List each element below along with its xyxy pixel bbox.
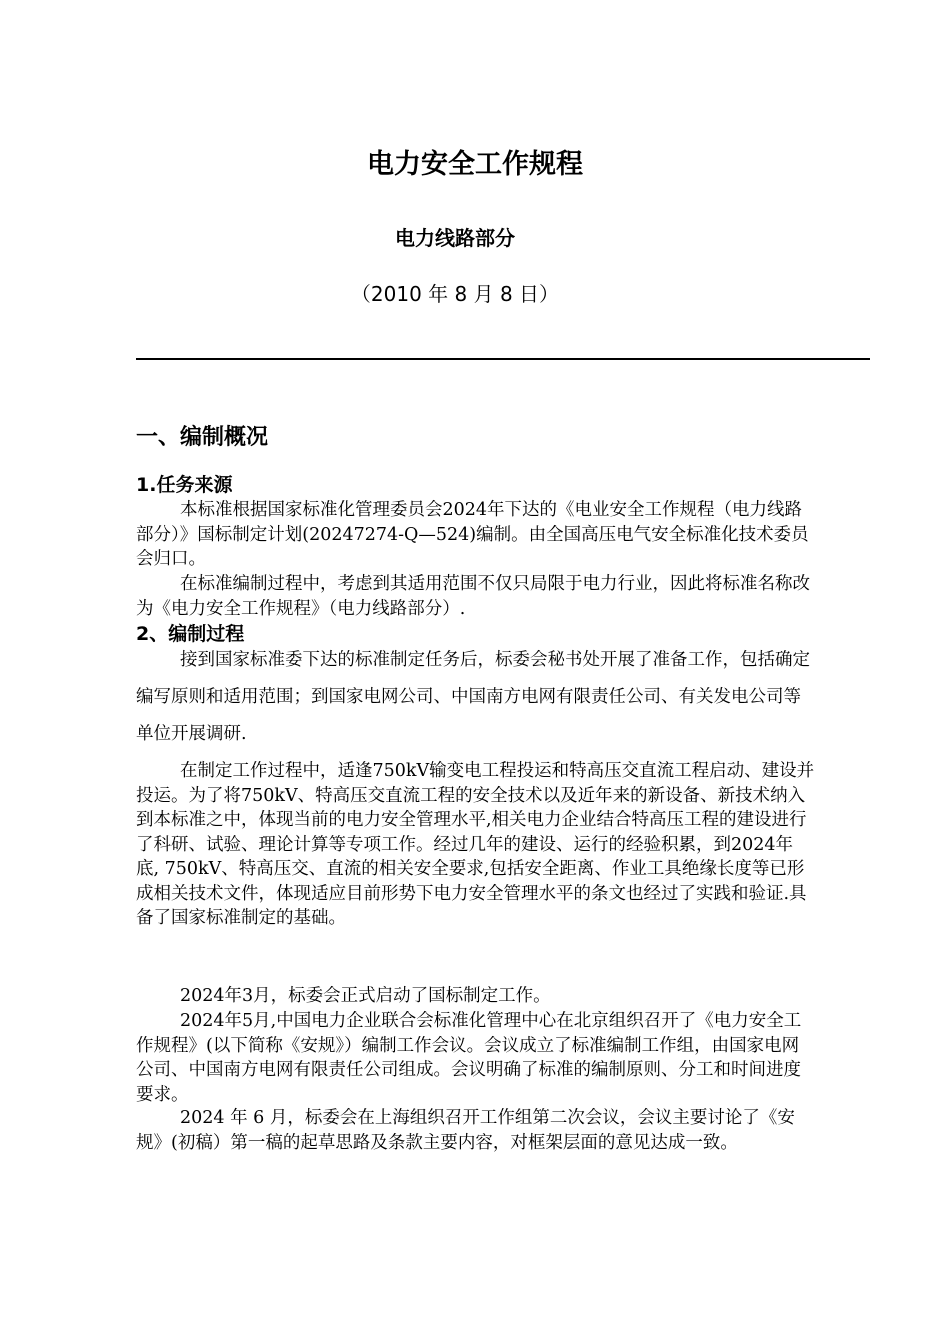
paragraph-process-2: 在制定工作过程中，适逢750kV输变电工程投运和特高压交直流工程启动、建设并投运。为了将750kV、特高压交直流工程的安全技术以及近年来的新设备、新技术纳入到本标准之中，体现当前的电力安全管理水平,相关电力企业结合特高压工程的建设进行了科研、试验、理论计算等专项工作。经过几年的建设、运行的经验积累，到2024年底, 750kV、特高压交、直流的相关安全要求,包括安全距离、作业工具绝缘长度等已形成相关技术文件，体现适应目前形势下电力安全管理水平的条文也经过了实践和验证.具备了国家标准制定的基础。 [136, 761, 815, 928]
document-subtitle: 电力线路部分 [395, 226, 515, 250]
paragraph-process-4: 2024年5月,中国电力企业联合会标准化管理中心在北京组织召开了《电力安全工作规程》(以下简称《安规》）编制工作会议。会议成立了标准编制工作组，由国家电网公司、中国南方电网有限责任公司组成。会议明确了标准的编制原则、分工和时间进度要求。 [136, 1011, 802, 1105]
document-title: 电力安全工作规程 [367, 149, 583, 180]
subsection-heading-process: 2、编制过程 [136, 623, 245, 645]
paragraph-process-1: 接到国家标准委下达的标准制定任务后，标委会秘书处开展了准备工作，包括确定编写原则和适用范围；到国家电网公司、中国南方电网有限责任公司、有关发电公司等单位开展调研. [136, 650, 810, 744]
paragraph-process-3: 2024年3月，标委会正式启动了国标制定工作。 [180, 986, 551, 1006]
horizontal-divider [136, 358, 870, 360]
document-date: （2010 年 8 月 8 日） [350, 282, 560, 306]
subsection-heading-source: 1.任务来源 [136, 474, 233, 496]
paragraph-source-1: 本标准根据国家标准化管理委员会2024年下达的《电业安全工作规程（电力线路部分）》国标制定计划(20247274-Q—524)编制。由全国高压电气安全标准化技术委员会归口。 [136, 500, 809, 569]
paragraph-source-2: 在标准编制过程中，考虑到其适用范围不仅只局限于电力行业，因此将标准名称改为《电力安全工作规程》（电力线路部分）. [136, 574, 810, 619]
section-heading: 一、编制概况 [136, 425, 269, 450]
paragraph-process-5: 2024 年 6 月，标委会在上海组织召开工作组第二次会议，会议主要讨论了《安规》(初稿）第一稿的起草思路及条款主要内容，对框架层面的意见达成一致。 [136, 1108, 795, 1153]
